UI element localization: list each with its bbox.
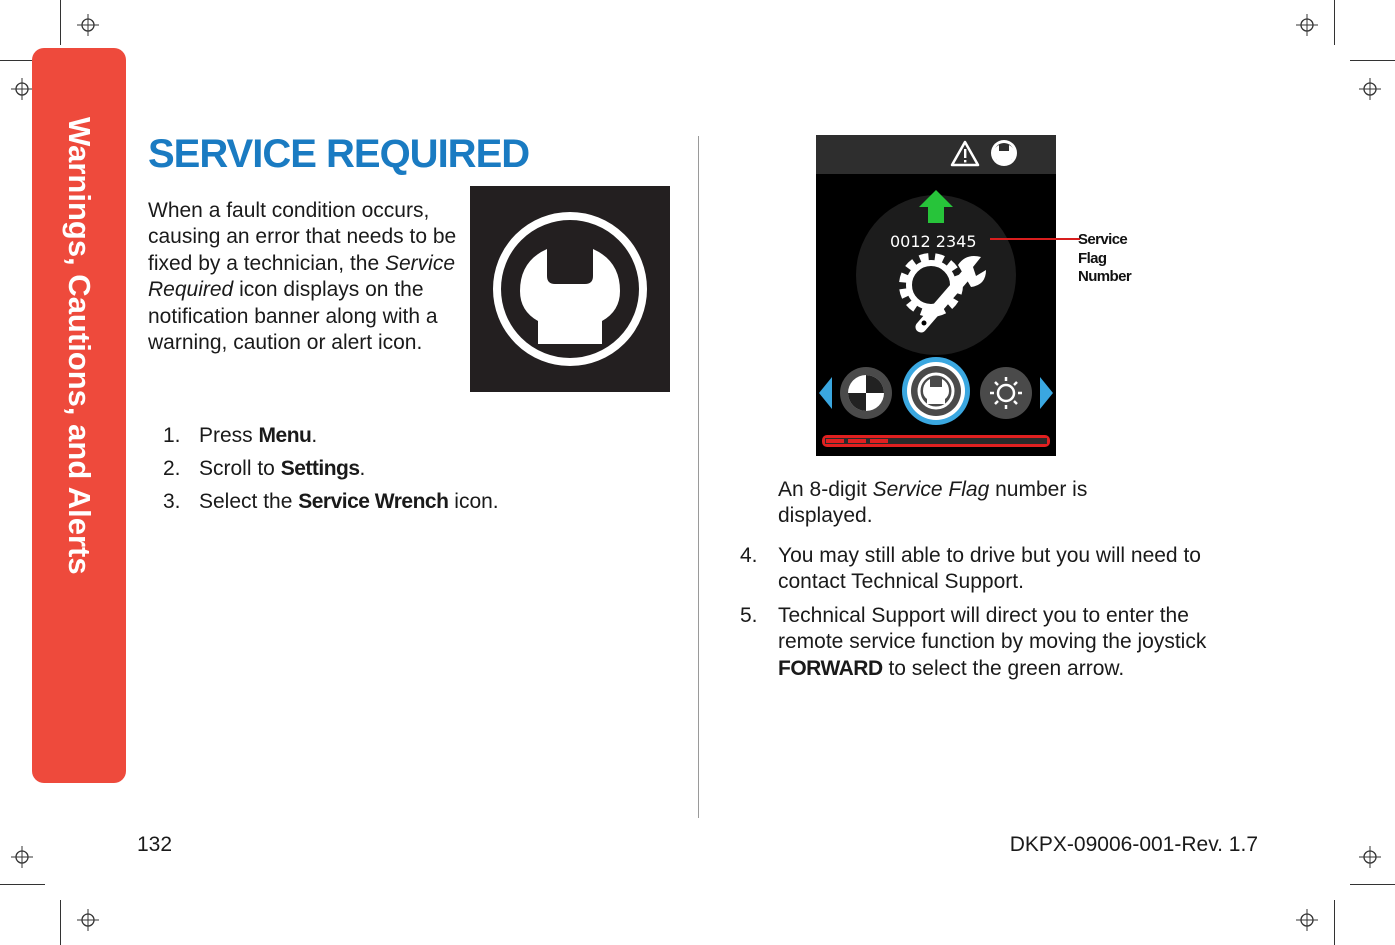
- step-text: Technical Support will direct you to enter the remote service function by moving the joystick: [778, 603, 1207, 654]
- registration-mark-icon: [1359, 78, 1381, 100]
- crop-mark: [60, 900, 61, 945]
- crop-mark: [1334, 0, 1335, 45]
- service-flag-number: 0012 2345: [890, 232, 977, 251]
- crop-mark: [1350, 60, 1395, 61]
- page-number: 132: [137, 833, 173, 856]
- step-ui-term: FORWARD: [778, 656, 883, 680]
- service-wrench-icon: [991, 140, 1017, 166]
- registration-mark-icon: [11, 78, 33, 100]
- step-text: Press: [199, 424, 259, 447]
- screen-caption: [778, 477, 1158, 530]
- step-ui-term: Settings: [280, 457, 360, 480]
- service-wrench-icon: [470, 186, 670, 392]
- device-screen: [816, 135, 1056, 456]
- service-wrench-icon-selected: [902, 357, 970, 425]
- step-number: 3.: [163, 490, 181, 513]
- page-title: SERVICE REQUIRED: [148, 132, 530, 176]
- step-text: .: [359, 457, 366, 480]
- step-number: 5.: [740, 603, 758, 627]
- drive-icon: [840, 367, 892, 419]
- step-text: You may still able to drive but you will need to contact Technical Support.: [778, 544, 1201, 594]
- registration-mark-icon: [1296, 14, 1318, 36]
- step-text: to select the green arrow.: [882, 656, 1125, 680]
- caption-text: An 8-digit: [778, 478, 873, 501]
- registration-mark-icon: [77, 14, 99, 36]
- step-ui-term: Service Wrench: [298, 490, 449, 513]
- step-item: [740, 543, 1260, 596]
- caption-term: Service Flag: [872, 478, 990, 501]
- step-text: Select the: [199, 490, 299, 513]
- intro-paragraph: [148, 198, 460, 356]
- caption-text: number is displayed.: [778, 478, 1088, 528]
- registration-mark-icon: [1359, 846, 1381, 868]
- step-number: 2.: [163, 457, 181, 480]
- step-item: [163, 457, 499, 490]
- document-id: DKPX-09006-001-Rev. 1.7: [1009, 833, 1258, 856]
- notification-banner: [816, 135, 1056, 174]
- callout-leader-line: [990, 236, 1080, 242]
- screen-graphic: [816, 135, 1056, 456]
- registration-mark-icon: [11, 846, 33, 868]
- service-required-icon-panel: [470, 186, 670, 392]
- callout-text: Flag: [1078, 249, 1107, 267]
- step-item: [163, 490, 499, 523]
- callout-text: Service: [1078, 231, 1128, 248]
- step-number: 4.: [740, 544, 758, 567]
- step-item: [740, 603, 1260, 682]
- step-item: [163, 424, 499, 457]
- crop-mark: [1334, 900, 1335, 945]
- steps-list: [163, 424, 499, 523]
- steps-list-continued: [740, 543, 1260, 689]
- crop-mark: [1350, 884, 1395, 885]
- registration-mark-icon: [1296, 909, 1318, 931]
- step-number: 1.: [163, 424, 181, 447]
- crop-mark: [60, 0, 61, 45]
- registration-mark-icon: [77, 909, 99, 931]
- section-tab-label: Warnings, Cautions, and Alerts: [62, 117, 97, 575]
- step-text: icon.: [448, 490, 499, 513]
- brightness-icon: [980, 367, 1032, 419]
- intro-icon-name: Service Required: [148, 251, 456, 302]
- column-divider: [698, 136, 699, 818]
- crop-mark: [0, 884, 45, 885]
- callout-text: Number: [1078, 268, 1132, 285]
- step-text: .: [311, 424, 318, 447]
- step-ui-term: Menu: [258, 424, 312, 447]
- step-text: Scroll to: [199, 457, 281, 480]
- intro-text: When a fault condition occurs, causing an error that needs to be fixed by a technician, the: [148, 199, 457, 275]
- service-flag-callout: [1078, 231, 1131, 287]
- battery-gauge: [822, 435, 1050, 447]
- intro-text: icon displays on the notification banner along with a warning, caution or alert icon.: [148, 278, 438, 355]
